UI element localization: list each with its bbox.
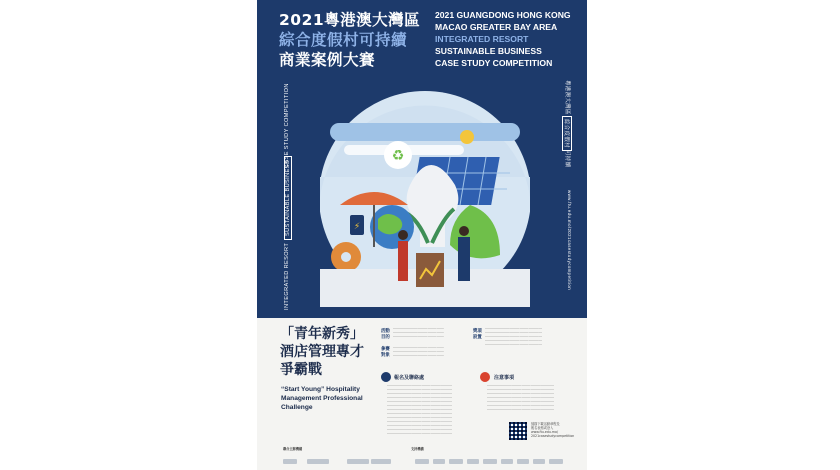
organizer-logo-2: [307, 459, 329, 464]
qr-code[interactable]: [509, 422, 527, 440]
label-activity: 活動 目的: [381, 329, 390, 340]
title-en-line1: 2021 GUANGDONG HONG KONG: [435, 10, 571, 20]
register-heading: 報名及聯絡處: [394, 375, 425, 381]
supporter-logo-9: [549, 459, 563, 464]
supporter-logo-4: [467, 459, 479, 464]
recycle-icon: ♻: [391, 148, 405, 164]
label-awards: 獎項 設置: [473, 329, 482, 340]
title-en-line4: SUSTAINABLE BUSINESS: [435, 46, 542, 56]
organizer-label: 聯合主辦機構: [283, 447, 303, 451]
supporter-logo-5: [483, 459, 497, 464]
supporter-logo-1: [415, 459, 429, 464]
title-en-line3: INTEGRATED RESORT: [435, 34, 529, 44]
notes-heading: 注意事項: [494, 375, 515, 381]
side-right-text1: 粵港澳大灣區: [564, 80, 570, 115]
young-zh-line1: 「青年新秀」: [280, 326, 364, 342]
side-right-url: www.ftu.edu.mo/2021casestudycompetition: [567, 190, 572, 291]
title-zh-line1: 2021粵港澳大灣區: [279, 11, 421, 29]
sustainability-illustration: [320, 87, 530, 307]
qr-url[interactable]: www.ftu.edu.mo/: [531, 430, 559, 434]
supporter-logo-8: [533, 459, 545, 464]
qr-url2[interactable]: 2021casestudycompetition: [531, 434, 575, 438]
young-en-line3: Challenge: [281, 404, 313, 411]
side-right-text3: 可持續: [564, 150, 570, 168]
side-left-text2: SUSTAINABLE BUSINESS: [284, 156, 292, 240]
side-left-text1: INTEGRATED RESORT: [284, 242, 290, 310]
svg-text:⚡: ⚡: [353, 222, 361, 232]
sun-icon: [460, 130, 474, 144]
supporter-label: 支持機構: [411, 447, 424, 451]
register-text: ································································ ································································ ································································ ································································ ································································ ································································ ································································ ································································ ································································ ································································ ································································ ································································ ································································: [387, 384, 452, 436]
awards-text: ························································ ························································ ························································ ························································ ························································: [485, 327, 542, 347]
title-zh-line3: 商業案例大賽: [279, 51, 376, 69]
young-en-line1: “Start Young” Hospitality: [281, 386, 360, 393]
title-en-line2: MACAO GREATER BAY AREA: [435, 22, 558, 32]
presentation-board: [416, 253, 444, 287]
poster: [257, 0, 587, 470]
poster-lower-section: [257, 318, 587, 470]
alert-icon: [480, 372, 490, 382]
qr-caption2: 報名表格或登入: [531, 426, 554, 430]
presenter-woman: [398, 241, 408, 281]
label-eligibility: 參賽 對象: [381, 347, 390, 358]
supporter-logo-2: [433, 459, 445, 464]
presenter-man: [458, 237, 470, 281]
organizer-logo-4: [371, 459, 391, 464]
side-right-text2: 綜合度假村: [562, 116, 572, 151]
young-en-line2: Management Professional: [281, 395, 363, 402]
supporter-logo-7: [517, 459, 529, 464]
wind-stripe: [330, 123, 520, 141]
young-zh-line2: 酒店管理專才: [280, 344, 364, 360]
title-en-line5: CASE STUDY COMPETITION: [435, 58, 553, 68]
organizer-logo-1: [283, 459, 297, 464]
supporter-logo-6: [501, 459, 513, 464]
notes-text: ·································································· ·································································· ·································································· ·································································· ·································································· ·································································· ··································································: [487, 384, 554, 412]
qr-caption1: 掃描下載活動章程及: [531, 422, 560, 426]
side-left-text3: CASE STUDY COMPETITION: [284, 83, 290, 168]
organizer-logo-3: [347, 459, 369, 464]
title-zh-line2: 綜合度假村可持續: [279, 31, 408, 49]
young-zh-line3: 爭霸戰: [280, 362, 322, 378]
eligibility-text: ·················································· ·················································· ··················································: [393, 346, 444, 358]
register-icon: [381, 372, 391, 382]
supporter-logo-3: [449, 459, 463, 464]
activity-text: ·················································· ·················································· ··················································: [393, 327, 444, 339]
